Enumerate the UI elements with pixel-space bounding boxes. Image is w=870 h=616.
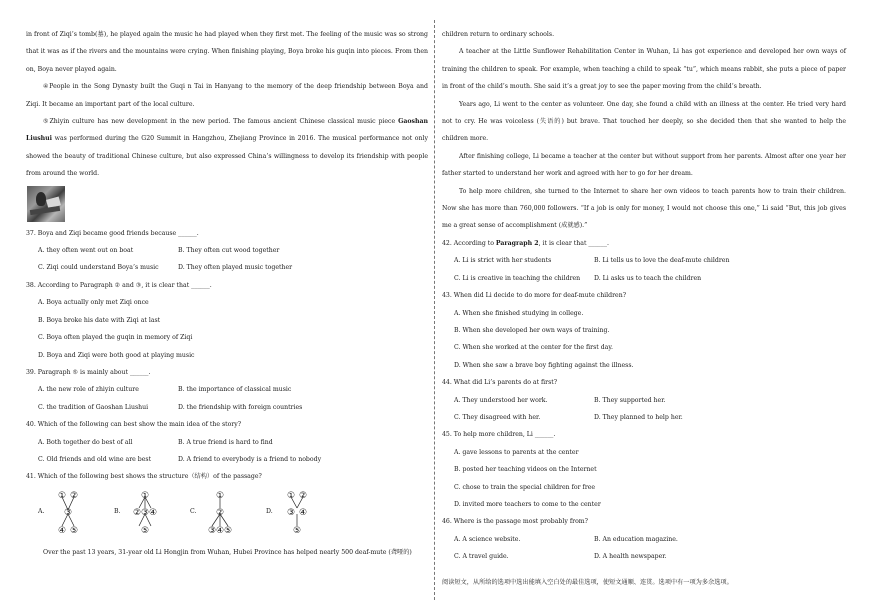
- node-4: ④: [216, 525, 225, 535]
- question-stem: 37. Boya and Ziqi became good friends because ______.: [26, 229, 199, 237]
- option[interactable]: B. Boya broke his date with Ziqi at last: [38, 316, 161, 324]
- option[interactable]: D. When she saw a brave boy fighting against the illness.: [454, 361, 634, 369]
- option[interactable]: C. When she worked at the center for the first day.: [454, 344, 613, 352]
- passage-paragraph: children return to ordinary schools.: [442, 31, 555, 38]
- node-4: ④: [58, 525, 67, 535]
- section-instruction: 阅读短文，从所给的选项中选出能填入空白处的最佳选项，使短文通顺、连贯。选项中有一项为多余选项。: [442, 578, 733, 586]
- option[interactable]: D. Boya and Ziqi were both good at playing music: [38, 351, 195, 359]
- node-1: ①: [286, 490, 295, 501]
- node-2: ②: [216, 507, 225, 518]
- structure-option-c[interactable]: [190, 489, 266, 535]
- option[interactable]: A. Boya actually only met Ziqi once: [38, 299, 149, 307]
- passage-paragraph: To help more children, she turned to the Internet to share her own videos to teach parents how to train their children. Now she has more than 760,000 followers. “If a job is only for money, I would not choose this one,” Li said “But, this job gives me a great sense of accomplishment (成就感).”: [442, 187, 846, 230]
- option[interactable]: C. A travel guide.: [454, 553, 509, 561]
- passage-paragraph: A teacher at the Little Sunflower Rehabilitation Center in Wuhan, Li has got experience and developed her own ways of training the children to speak. For example, when teaching a child to speak “tu”, which means rabbit, she puts a piece of paper in front of the child’s mouth. She said it’s a great joy to see the paper moving from the child’s breath.: [442, 48, 846, 91]
- option[interactable]: A. Li is strict with her students: [454, 257, 552, 265]
- question-stem: 39. Paragraph ⑤ is mainly about ______.: [26, 368, 151, 376]
- options-row: [26, 242, 428, 259]
- node-1: ①: [216, 490, 225, 501]
- option-label: A.: [38, 508, 45, 516]
- option[interactable]: B. posted her teaching videos on the Internet: [454, 466, 597, 474]
- left-column: [26, 26, 428, 561]
- music-title: Gaoshan Liushui: [26, 118, 428, 143]
- node-2: ②: [132, 507, 141, 518]
- option[interactable]: D. Li asks us to teach the children: [594, 274, 702, 282]
- structure-diagram-a: [53, 489, 83, 535]
- option[interactable]: A. When she finished studying in college.: [454, 309, 584, 317]
- node-1: ①: [140, 490, 149, 501]
- structure-diagram-b: [130, 489, 160, 535]
- option[interactable]: A. they often went out on boat: [38, 247, 134, 255]
- option[interactable]: D. A friend to everybody is a friend to nobody: [178, 455, 322, 463]
- option[interactable]: B. When she developed her own ways of training.: [454, 326, 610, 334]
- node-3: ③: [208, 525, 217, 535]
- passage-paragraph: Over the past 13 years, 31-year old Li Hongjin from Wuhan, Hubei Province has helped nearly 500 deaf-mute (聋哑的): [43, 548, 412, 556]
- question-stem: 42. According to Paragraph 2, it is clear that ______.: [442, 239, 609, 247]
- option[interactable]: A. They understood her work.: [454, 396, 548, 404]
- option[interactable]: C. Old friends and old wine are best: [38, 455, 152, 463]
- node-1: ①: [58, 490, 67, 501]
- option[interactable]: B. An education magazine.: [594, 535, 678, 543]
- question-stem: 46. Where is the passage most probably from?: [442, 518, 588, 526]
- node-5: ⑤: [140, 525, 149, 535]
- option[interactable]: C. the tradition of Gaoshan Liushui: [38, 403, 149, 411]
- structure-option-b[interactable]: [114, 489, 190, 535]
- node-4: ④: [148, 507, 157, 518]
- question-stem: 40. Which of the following can best show the main idea of the story?: [26, 421, 242, 429]
- option[interactable]: D. A health newspaper.: [594, 553, 667, 561]
- option-label: B.: [114, 508, 121, 516]
- question-stem: 43. When did Li decide to do more for deaf-mute children?: [442, 292, 627, 300]
- passage-paragraph: in front of Ziqi’s tomb(墓), he played again the music he had played when they first met. The feeling of the music was so strong that it was as if the rivers and the mountains were crying. When finishing playing, Boya broke his guqin into pieces. From then on, Boya never played again.: [26, 31, 428, 73]
- option[interactable]: B. They often cut wood together: [178, 247, 280, 255]
- option[interactable]: A. Both together do best of all: [38, 438, 133, 446]
- option-label: D.: [266, 508, 273, 516]
- structure-diagram-c: [205, 489, 235, 535]
- option[interactable]: A. A science website.: [454, 535, 521, 543]
- passage-paragraph: After finishing college, Li became a teacher at the center but without support from her parents. Almost after one year her father started to understand her work and agreed with her to go for her dream.: [442, 152, 846, 178]
- node-3: ③: [140, 507, 149, 518]
- options-row: [26, 259, 428, 276]
- structure-option-a[interactable]: [38, 489, 114, 535]
- right-column: [442, 26, 846, 591]
- option[interactable]: A. the new role of zhiyin culture: [38, 386, 139, 394]
- structure-diagrams: [26, 486, 428, 538]
- node-5: ⑤: [292, 525, 301, 535]
- option[interactable]: A. gave lessons to parents at the center: [454, 448, 579, 456]
- option[interactable]: C. chose to train the special children for free: [454, 483, 596, 491]
- option[interactable]: D. They often played music together: [178, 264, 293, 272]
- option[interactable]: C. Li is creative in teaching the children: [454, 274, 581, 282]
- option[interactable]: B. They supported her.: [594, 396, 666, 404]
- option[interactable]: C. They disagreed with her.: [454, 413, 541, 421]
- passage-paragraph: ④People in the Song Dynasty built the Guqi n Tai in Hanyang to the memory of the deep friendship between Boya and Ziqi. It became an important part of the local culture.: [26, 83, 428, 108]
- column-divider: [434, 20, 435, 600]
- node-3: ③: [64, 507, 73, 518]
- option[interactable]: B. Li tells us to love the deaf-mute children: [594, 257, 730, 265]
- passage-paragraph: ⑤Zhiyin culture has new development in the new period. The famous ancient Chinese classical music piece Gaoshan Liushui was performed during the G20 Summit in Hangzhou, Zhejiang Province in 2016. The musical performance not only showed the beauty of traditional Chinese culture, but also expressed China’s willingness to develop its friendship with people from around the world.: [26, 118, 428, 178]
- option[interactable]: D. the friendship with foreign countries: [178, 403, 303, 411]
- question-stem: 45. To help more children, Li ______.: [442, 431, 556, 439]
- question-stem: 44. What did Li’s parents do at first?: [442, 379, 558, 387]
- guqin-illustration: [27, 186, 65, 222]
- option[interactable]: B. A true friend is hard to find: [178, 438, 273, 446]
- option[interactable]: C. Ziqi could understand Boya’s music: [38, 264, 159, 272]
- question-stem: 38. According to Paragraph ② and ③, it is clear that ______.: [26, 281, 212, 289]
- option[interactable]: D. They planned to help her.: [594, 413, 683, 421]
- passage-paragraph: Years ago, Li went to the center as volunteer. One day, she found a child with an illness at the center. He tried very hard not to cry. He was voiceless (失语的) but brave. That touched her deeply, so she decided then that she wanted to help the children more.: [442, 100, 846, 143]
- node-5: ⑤: [70, 525, 79, 535]
- structure-option-d[interactable]: [266, 489, 342, 535]
- option-label: C.: [190, 508, 197, 516]
- node-2: ②: [298, 490, 307, 501]
- option[interactable]: B. the importance of classical music: [178, 386, 292, 394]
- node-3: ③: [286, 507, 295, 518]
- option[interactable]: D. invited more teachers to come to the center: [454, 500, 601, 508]
- question-stem: 41. Which of the following best shows the structure（结构）of the passage?: [26, 473, 262, 481]
- option[interactable]: C. Boya often played the guqin in memory of Ziqi: [38, 334, 193, 342]
- node-5: ⑤: [224, 525, 233, 535]
- node-4: ④: [298, 507, 307, 518]
- structure-diagram-d: [282, 489, 312, 535]
- node-2: ②: [70, 490, 79, 501]
